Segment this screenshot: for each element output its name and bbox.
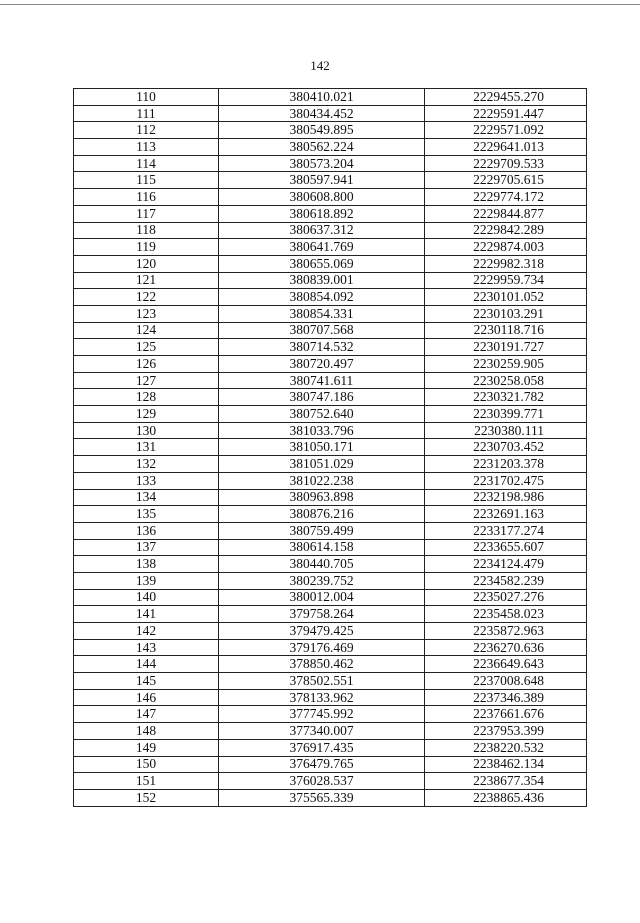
table-row [74,489,587,506]
point-number-cell: 137 [74,539,219,556]
x-coordinate-cell: 377745.992 [219,706,425,723]
y-coordinate-cell: 2231203.378 [425,456,587,473]
table-row [74,105,587,122]
table-row [74,456,587,473]
point-number-cell: 112 [74,122,219,139]
table-row [74,389,587,406]
point-number-cell: 126 [74,356,219,373]
table-row [74,322,587,339]
y-coordinate-cell: 2230380.111 [425,422,587,439]
y-coordinate-cell: 2229571.092 [425,122,587,139]
x-coordinate-cell: 380573.204 [219,155,425,172]
x-coordinate-cell: 381050.171 [219,439,425,456]
point-number-cell: 127 [74,372,219,389]
x-coordinate-cell: 380876.216 [219,506,425,523]
y-coordinate-cell: 2230103.291 [425,305,587,322]
table-row [74,139,587,156]
table-row [74,606,587,623]
x-coordinate-cell: 380637.312 [219,222,425,239]
y-coordinate-cell: 2234582.239 [425,572,587,589]
point-number-cell: 132 [74,456,219,473]
x-coordinate-cell: 381051.029 [219,456,425,473]
table-row [74,272,587,289]
point-number-cell: 145 [74,673,219,690]
point-number-cell: 120 [74,255,219,272]
x-coordinate-cell: 380854.092 [219,289,425,306]
x-coordinate-cell: 380854.331 [219,305,425,322]
x-coordinate-cell: 375565.339 [219,789,425,806]
table-row [74,122,587,139]
point-number-cell: 133 [74,472,219,489]
y-coordinate-cell: 2230321.782 [425,389,587,406]
point-number-cell: 152 [74,789,219,806]
x-coordinate-cell: 378850.462 [219,656,425,673]
point-number-cell: 144 [74,656,219,673]
x-coordinate-cell: 380597.941 [219,172,425,189]
point-number-cell: 128 [74,389,219,406]
table-row [74,623,587,640]
point-number-cell: 116 [74,189,219,206]
point-number-cell: 134 [74,489,219,506]
y-coordinate-cell: 2230101.052 [425,289,587,306]
y-coordinate-cell: 2238220.532 [425,739,587,756]
table-row [74,372,587,389]
y-coordinate-cell: 2233655.607 [425,539,587,556]
x-coordinate-cell: 381022.238 [219,472,425,489]
y-coordinate-cell: 2237346.389 [425,689,587,706]
table-row [74,339,587,356]
point-number-cell: 121 [74,272,219,289]
y-coordinate-cell: 2237953.399 [425,723,587,740]
y-coordinate-cell: 2235458.023 [425,606,587,623]
y-coordinate-cell: 2229455.270 [425,89,587,106]
point-number-cell: 139 [74,572,219,589]
table-row [74,556,587,573]
point-number-cell: 123 [74,305,219,322]
table-row [74,539,587,556]
y-coordinate-cell: 2236270.636 [425,639,587,656]
table-row [74,406,587,423]
point-number-cell: 131 [74,439,219,456]
x-coordinate-cell: 380608.800 [219,189,425,206]
y-coordinate-cell: 2231702.475 [425,472,587,489]
y-coordinate-cell: 2229959.734 [425,272,587,289]
x-coordinate-cell: 380759.499 [219,522,425,539]
point-number-cell: 118 [74,222,219,239]
coordinates-table [73,88,587,807]
x-coordinate-cell: 380747.186 [219,389,425,406]
x-coordinate-cell: 379176.469 [219,639,425,656]
x-coordinate-cell: 377340.007 [219,723,425,740]
x-coordinate-cell: 380440.705 [219,556,425,573]
table-row [74,289,587,306]
point-number-cell: 136 [74,522,219,539]
point-number-cell: 147 [74,706,219,723]
table-row [74,689,587,706]
y-coordinate-cell: 2229874.003 [425,239,587,256]
point-number-cell: 117 [74,205,219,222]
table-row [74,305,587,322]
table-row [74,639,587,656]
x-coordinate-cell: 380614.158 [219,539,425,556]
x-coordinate-cell: 380655.069 [219,255,425,272]
y-coordinate-cell: 2232691.163 [425,506,587,523]
point-number-cell: 113 [74,139,219,156]
y-coordinate-cell: 2236649.643 [425,656,587,673]
y-coordinate-cell: 2238865.436 [425,789,587,806]
table-row [74,589,587,606]
y-coordinate-cell: 2230258.058 [425,372,587,389]
x-coordinate-cell: 380714.532 [219,339,425,356]
table-row [74,706,587,723]
x-coordinate-cell: 378502.551 [219,673,425,690]
x-coordinate-cell: 380720.497 [219,356,425,373]
y-coordinate-cell: 2229774.172 [425,189,587,206]
y-coordinate-cell: 2232198.986 [425,489,587,506]
x-coordinate-cell: 376917.435 [219,739,425,756]
table-row [74,656,587,673]
y-coordinate-cell: 2238677.354 [425,773,587,790]
y-coordinate-cell: 2229842.289 [425,222,587,239]
x-coordinate-cell: 376028.537 [219,773,425,790]
table-row [74,673,587,690]
table-row [74,155,587,172]
x-coordinate-cell: 380839.001 [219,272,425,289]
y-coordinate-cell: 2237661.676 [425,706,587,723]
table-row [74,439,587,456]
table-row [74,205,587,222]
point-number-cell: 138 [74,556,219,573]
table-row [74,773,587,790]
table-row [74,356,587,373]
x-coordinate-cell: 380963.898 [219,489,425,506]
point-number-cell: 149 [74,739,219,756]
point-number-cell: 151 [74,773,219,790]
y-coordinate-cell: 2229982.318 [425,255,587,272]
table-row [74,239,587,256]
y-coordinate-cell: 2235027.276 [425,589,587,606]
x-coordinate-cell: 380410.021 [219,89,425,106]
x-coordinate-cell: 376479.765 [219,756,425,773]
y-coordinate-cell: 2229844.877 [425,205,587,222]
point-number-cell: 143 [74,639,219,656]
point-number-cell: 125 [74,339,219,356]
x-coordinate-cell: 379758.264 [219,606,425,623]
table-row [74,739,587,756]
y-coordinate-cell: 2230703.452 [425,439,587,456]
table-row [74,422,587,439]
point-number-cell: 141 [74,606,219,623]
point-number-cell: 114 [74,155,219,172]
y-coordinate-cell: 2235872.963 [425,623,587,640]
point-number-cell: 115 [74,172,219,189]
y-coordinate-cell: 2230399.771 [425,406,587,423]
table-row [74,255,587,272]
y-coordinate-cell: 2230259.905 [425,356,587,373]
x-coordinate-cell: 380434.452 [219,105,425,122]
y-coordinate-cell: 2229591.447 [425,105,587,122]
y-coordinate-cell: 2230191.727 [425,339,587,356]
x-coordinate-cell: 380741.611 [219,372,425,389]
point-number-cell: 129 [74,406,219,423]
x-coordinate-cell: 380012.004 [219,589,425,606]
x-coordinate-cell: 381033.796 [219,422,425,439]
x-coordinate-cell: 380239.752 [219,572,425,589]
table-row [74,572,587,589]
table-row [74,789,587,806]
table-row [74,723,587,740]
y-coordinate-cell: 2229705.615 [425,172,587,189]
y-coordinate-cell: 2237008.648 [425,673,587,690]
x-coordinate-cell: 378133.962 [219,689,425,706]
table-row [74,189,587,206]
table-row [74,222,587,239]
table-row [74,89,587,106]
y-coordinate-cell: 2233177.274 [425,522,587,539]
x-coordinate-cell: 380618.892 [219,205,425,222]
y-coordinate-cell: 2229641.013 [425,139,587,156]
y-coordinate-cell: 2238462.134 [425,756,587,773]
x-coordinate-cell: 380641.769 [219,239,425,256]
table-row [74,472,587,489]
point-number-cell: 146 [74,689,219,706]
point-number-cell: 111 [74,105,219,122]
top-rule [0,4,640,5]
point-number-cell: 119 [74,239,219,256]
x-coordinate-cell: 379479.425 [219,623,425,640]
point-number-cell: 140 [74,589,219,606]
x-coordinate-cell: 380707.568 [219,322,425,339]
table-row [74,506,587,523]
y-coordinate-cell: 2234124.479 [425,556,587,573]
y-coordinate-cell: 2230118.716 [425,322,587,339]
point-number-cell: 130 [74,422,219,439]
y-coordinate-cell: 2229709.533 [425,155,587,172]
table-row [74,522,587,539]
point-number-cell: 124 [74,322,219,339]
table-row [74,172,587,189]
point-number-cell: 122 [74,289,219,306]
point-number-cell: 135 [74,506,219,523]
point-number-cell: 150 [74,756,219,773]
page-number: 142 [310,58,330,73]
x-coordinate-cell: 380752.640 [219,406,425,423]
coordinates-table-body [74,89,587,807]
x-coordinate-cell: 380562.224 [219,139,425,156]
point-number-cell: 142 [74,623,219,640]
table-row [74,756,587,773]
point-number-cell: 110 [74,89,219,106]
x-coordinate-cell: 380549.895 [219,122,425,139]
point-number-cell: 148 [74,723,219,740]
